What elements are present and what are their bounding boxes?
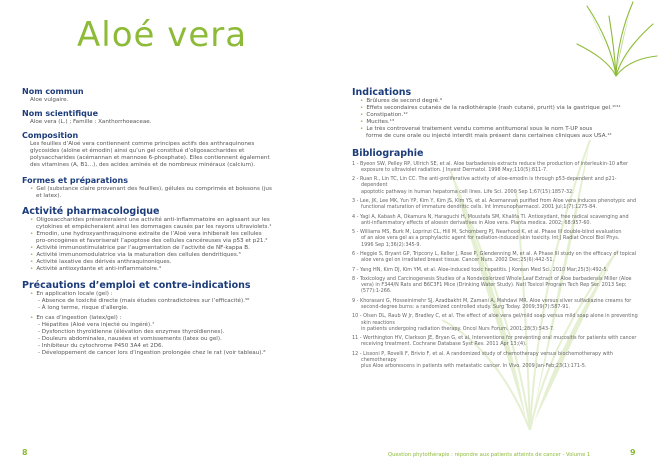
precaution-group-title: • En cas d’ingestion (latex/gel) : bbox=[22, 315, 312, 322]
precautions-heading: Précautions d’emploi et contre-indications bbox=[22, 279, 251, 291]
precaution-item: - Développement de cancer lors d’ingestion prolongée chez le rat (voir tableau).⁸ bbox=[38, 350, 266, 357]
aloe-plant-illustration bbox=[573, 0, 659, 78]
activite-heading: Activité pharmacologique bbox=[22, 205, 160, 217]
composition-line: glycosides (aloïne et émodin) ainsi qu’un gel constitué d’oligosaccharides et bbox=[30, 148, 245, 155]
precaution-item: - Hépatites (Aloé vera injecté ou ingéré).⁷ bbox=[38, 321, 155, 328]
indication-item: • Le très controversé traitement vendu comme antitumoral sous le nom T-UP sous bbox=[352, 126, 642, 133]
reference-item: 8 - Toxicology and Carcinogenesis Studies of a Nondecolorized Whole Leaf Extract of Aloe barbadensis Miller (Aloe vera) in F344/N Rats and B6C3F1 Mice (Drinking Water Study). Natl Toxicol Program Tech Rep Ser. 2013 Sep;(577):1-266. bbox=[352, 275, 632, 295]
precaution-item: - Douleurs abdominales, nausées et vomissements (latex ou gel). bbox=[38, 336, 222, 343]
activite-item: • Emodin, une hydroxyanthraquinone extraite de l’Aloé vera inhiberait les cellules bbox=[22, 231, 312, 238]
left-column bbox=[22, 84, 312, 357]
nom-commun-heading: Nom commun bbox=[22, 87, 84, 96]
page-number-right: 9 bbox=[630, 448, 636, 457]
right-column bbox=[352, 84, 642, 373]
reference-item: 2 - Ruan R., Lin TC, Lin CC. The anti-proliferative activity of aloe-emodin is through p53-dependent and p21-dependent apoptotic pathway in human hepatoma cell lines. Life Sci. 2000 Sep 1;67(15):1857-32. bbox=[352, 176, 617, 195]
activite-item-cont: cytokines et empêcheraient ainsi les dommages causés par les rayons ultraviolets.¹ bbox=[36, 223, 272, 230]
reference-item: 9 - Khorasani G, Hosseinimehr SJ, Azadbakht M, Zamani A, Mahdavi MR. Aloe versus silver sulfadiazine creams for second-degree burns: a randomized controlled study. Surg Today. 2009;39(7):587-91. bbox=[352, 297, 632, 310]
indication-item-cont: forme de cure orale ou injecté interdit mais présent dans certaines cliniques aux USA.¹² bbox=[366, 133, 612, 140]
indication-item: • Mucites.¹³ bbox=[352, 119, 642, 126]
formes-item: • Gel (substance claire provenant des feuilles), gélules ou comprimés et boissons (jus bbox=[22, 186, 312, 193]
nom-scientifique-text: Aloe vera (L.) ; Famille : Xanthorrhoeaceae. bbox=[30, 119, 152, 126]
activite-item-cont: pro-oncogènes et favoriserait l’apoptose des cellules cancéreuses via p53 et p21.² bbox=[36, 238, 268, 245]
activite-item: • Oligosaccharides présenteraient une activité anti-inflammatoire en agissant sur les bbox=[22, 217, 312, 224]
composition-line: polysaccharides (acémannan et mannose 6-phosphate). Elles contiennent également bbox=[30, 155, 270, 162]
precaution-item: - Inhibiteur du cytochrome P450 3A4 et 2D6. bbox=[38, 343, 164, 350]
reference-item: 1 - Byeon SW, Pelley RP, Ullrich SE, et al. Aloe barbadensis extracts reduce the production of interleukin-10 after exposure to ultraviolet radiation. J Invest Dermatol. 1998 May;110(5):811-7. bbox=[352, 160, 629, 173]
indication-item: • Effets secondaires cutanés de la radiothérapie (rash cutané, prurit) via la gastrique gel.¹⁰¹¹ bbox=[352, 105, 642, 112]
reference-list bbox=[352, 161, 642, 370]
reference-item: 12 - Lissoni P, Rovelli F, Brivio F, et al. A randomized study of chemotherapy versus biochemotherapy with chemotherapy plus Aloe arborescens in patients with metastatic cancer. In Vivo. 2009 Jan-Feb;23(1):171-5. bbox=[352, 350, 613, 370]
page-number-left: 8 bbox=[22, 448, 28, 457]
activite-item: • Activité immunostimulatrice par l’augmentation de l’activité de NF-kappa B. bbox=[22, 245, 312, 252]
composition-line: Les feuilles d’Aloé vera contiennent comme principes actifs des anthraquinones bbox=[30, 141, 255, 148]
activite-item: • Activité immunomodulatrice via la maturation des cellules dendritiques.³ bbox=[22, 252, 312, 259]
nom-commun-text: Aloe vulgaire. bbox=[30, 97, 69, 103]
indication-item: • Brûlures de second degré.⁹ bbox=[352, 98, 642, 105]
activite-item: • Activité laxative des dérivés anthraquinoniques. bbox=[22, 259, 312, 266]
precaution-item: - Absence de toxicité directe (mais études contradictoires sur l’efficacité).⁵⁶ bbox=[38, 297, 250, 304]
reference-item: 4 - Yagi A, Kabash A, Okamura N, Haraguchi H, Moustafa SM, Khalifa TI. Antioxydant, free radical scavenging and anti-inflammatory effects of aloesin derivatives in Aloe vera. Planta medica. 2002; 68:957-60. bbox=[352, 213, 629, 226]
composition-line: des vitamines (A, B1...), des acides aminés et de nombreux minéraux (calcium). bbox=[30, 162, 256, 169]
reference-item: 7 - Yang HN, Kim DJ, Kim YM, et al. Aloe-induced toxic hepatitis. J Korean Med Sci. 2010 Mar;25(3):492-5. bbox=[352, 266, 609, 273]
reference-item: 3 - Lee, JK, Lee MK, Yun YP, Kim Y, Kim JS, Kim YS, et al. Acemannan purified from Aloe vera induces phenotypic and functional maturation of immature dendritic cells. Int Immunopharmacol. 2001 Jul;1(7):1275-84. bbox=[352, 197, 637, 211]
reference-item: 5 - Williams MS, Burk M, Loprinzi CL, Hill M, Schomberg PJ, Nearhood K, et al. Phase III double-blind evaluation of an aloe vera gel as a prophylactic agent for radiation-induced skin toxicity. Int J Radiat Oncol Biol Phys. 1996 Sep 1;36(2):345-9. bbox=[352, 229, 622, 248]
composition-heading: Composition bbox=[22, 131, 79, 141]
precaution-group-title: • En application locale (gel) : bbox=[22, 291, 312, 298]
nom-scientifique-heading: Nom scientifique bbox=[22, 109, 99, 119]
formes-item-cont: et latex). bbox=[36, 192, 62, 199]
reference-item: 11 - Worthington HV, Clarkson JE, Bryan G, et al. Interventions for preventing oral mucositis for patients with cancer receiving treatment. Cochrane Database Syst Rev. 2011 Apr 13;(4). bbox=[352, 335, 637, 348]
indications-heading: Indications bbox=[352, 87, 412, 98]
indication-item: • Constipation.¹² bbox=[352, 112, 642, 119]
precaution-item: - À long terme, risque d’allergie. bbox=[38, 304, 129, 311]
bibliographie-heading: Bibliographie bbox=[352, 147, 424, 159]
precaution-item: - Dysfonction thyroïdienne (élévation des enzymes thyroïdiennes). bbox=[38, 328, 225, 335]
footer-book-title: Question phytothérapie : répondre aux patients atteints de cancer - Volume 1 bbox=[388, 452, 591, 458]
formes-heading: Formes et préparations bbox=[22, 175, 129, 185]
page-title: Aloé vera bbox=[77, 15, 248, 55]
reference-item: 10 - Olsen DL, Raub W Jr, Bradley C, et al. The effect of aloe vera gel/mild soap versus mild soap alone in preventing skin reactions in patients undergoing radiation therapy. Oncol Nurs Forum. 2001;28(3):543-7. bbox=[352, 313, 638, 332]
reference-item: 6 - Heggie S, Bryant GP, Tripcony L, Keller J, Rose P, Glendenning M, et al. A Phase III study on the efficacy of topical aloe vera gel on irradiated breast tissue. Cancer Nurs. 2002 Dec;25(6):442-51. bbox=[352, 250, 637, 264]
activite-item: • Activité antioxydante et anti-inflammatoire.⁴ bbox=[22, 266, 312, 273]
